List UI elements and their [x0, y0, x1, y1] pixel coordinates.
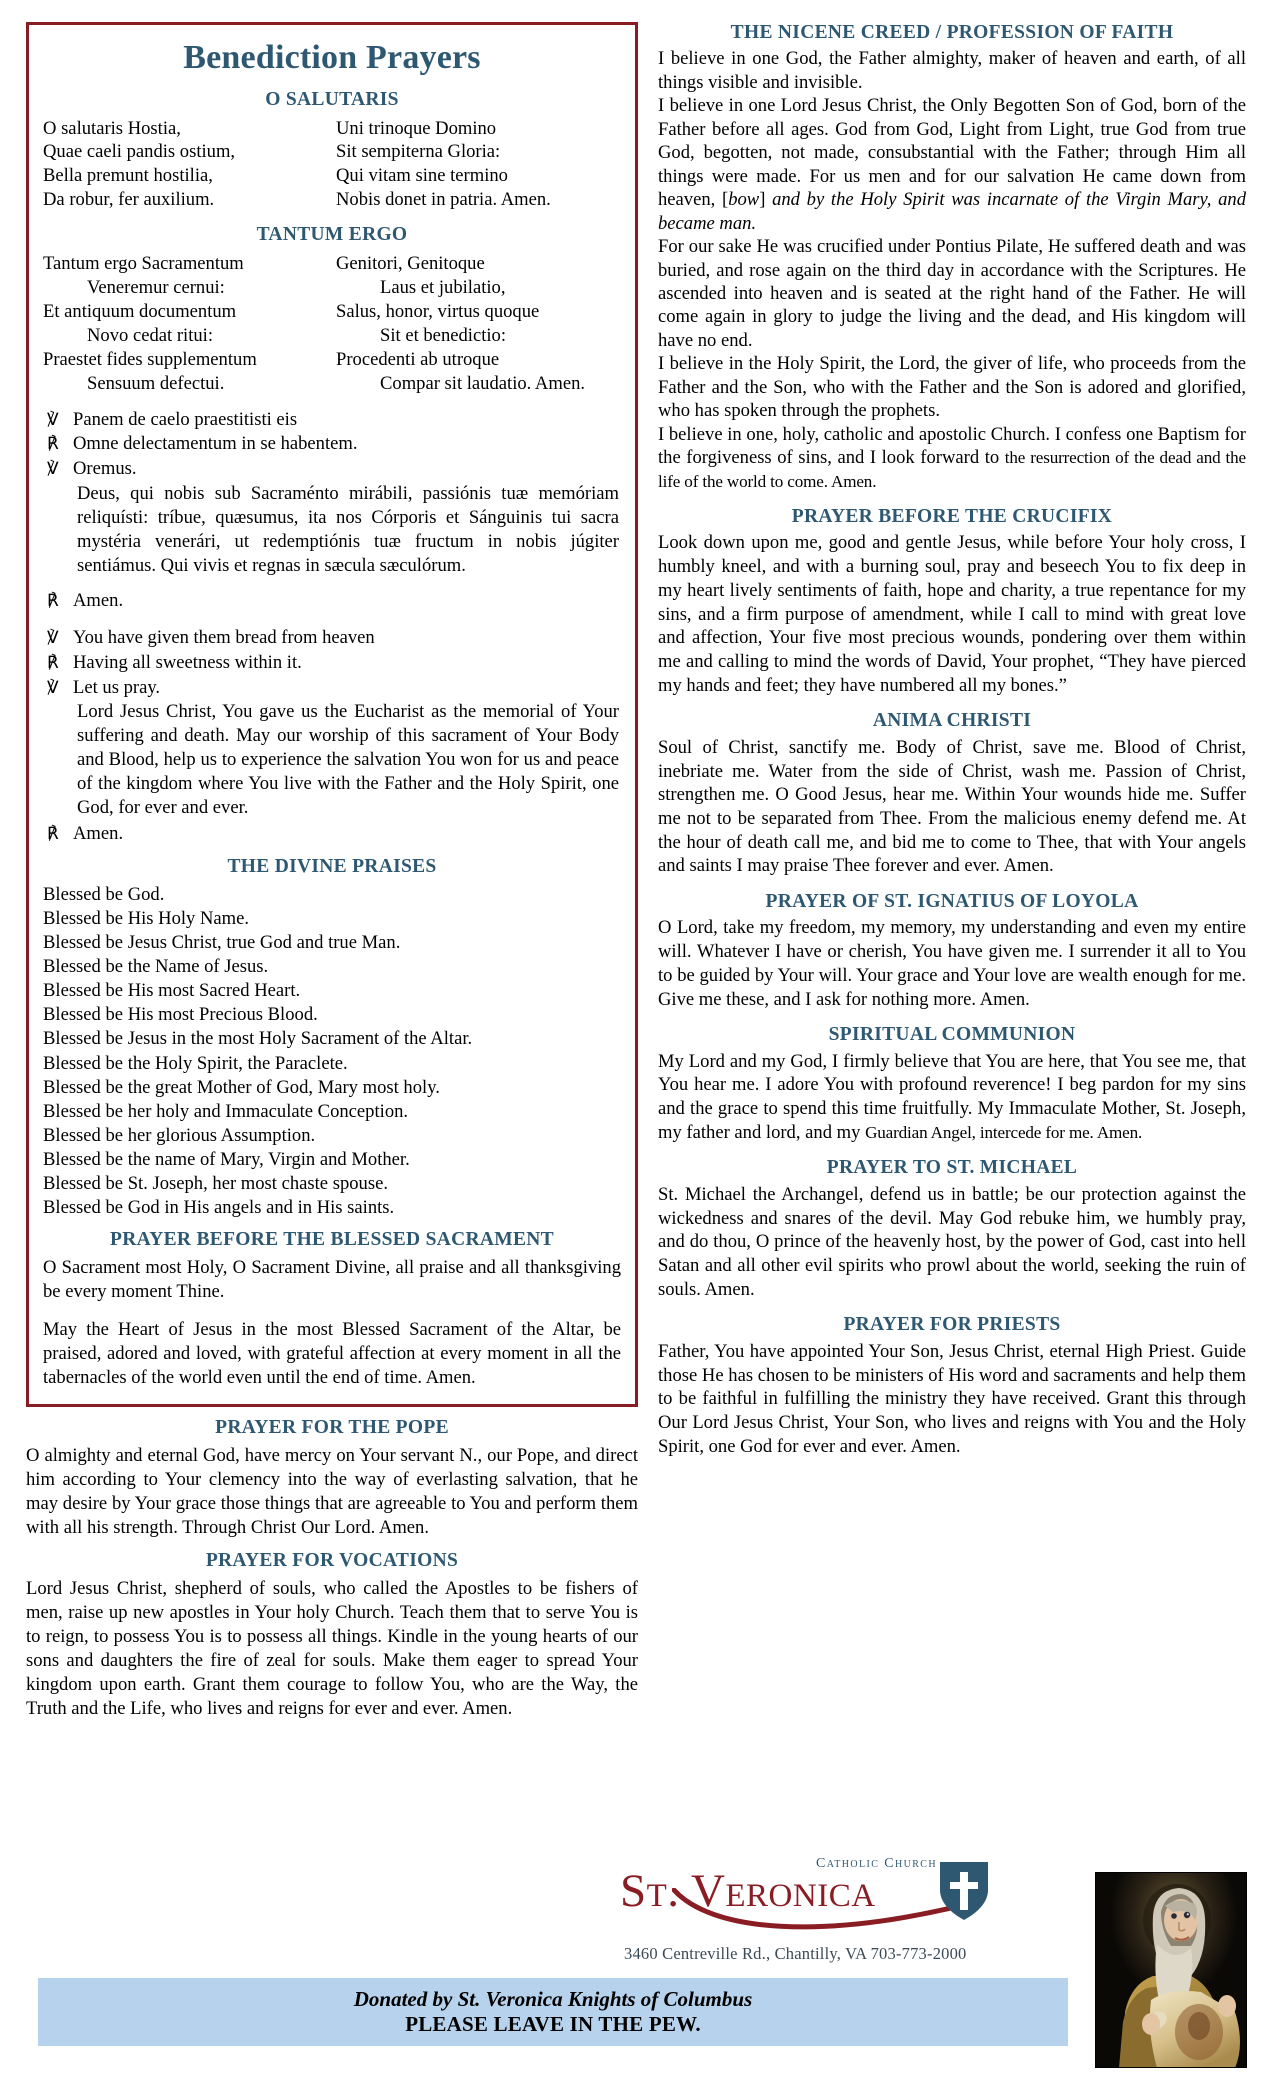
prayer-for-pope-text: O almighty and eternal God, have mercy on Your servant N., our Pope, and direct him according to Your clemency into the way of everlasting salvation, that he may desire by Your grace those things that are agreeable to You and perform them with all his strength. Through Christ Our Lord. Amen.	[26, 1445, 638, 1539]
versicle-line	[43, 676, 621, 701]
two-column-layout	[26, 22, 1249, 1721]
benediction-framed-box	[26, 22, 638, 1407]
response-icon: ℟	[47, 823, 59, 843]
hymn-line: Sit et benedictio:	[380, 324, 506, 346]
hymn-line: Salus, honor, virtus quoque	[336, 300, 540, 322]
banner-leave-in-pew: PLEASE LEAVE IN THE PEW.	[405, 2012, 701, 2036]
creed-bow-rubric: bow	[728, 189, 760, 211]
creed-para-2-bracket: ]	[759, 189, 773, 211]
creed-para-3: For our sake He was crucified under Pontius Pilate, He suffered death and was buried, and rose again on the third day in accordance with the Scriptures. He ascended into heaven and is seated at the right hand of the Father. He will come again in glory to judge the living and the dead, and His kingdom will have no end.	[658, 236, 1246, 351]
banner-donated-by: Donated by St. Veronica Knights of Columbus	[353, 1987, 753, 2012]
list-item: Blessed be Jesus Christ, true God and true Man.	[43, 932, 401, 954]
response-icon: ℟	[47, 434, 59, 454]
list-item: Blessed be St. Joseph, her most chaste spouse.	[43, 1172, 388, 1194]
versicle-icon: ℣	[47, 677, 59, 697]
shield-cross-icon	[938, 1860, 990, 1922]
response-line-amen	[43, 822, 621, 847]
spacer	[43, 614, 621, 626]
spiritual-communion-text	[658, 1050, 1246, 1145]
hymn-line: Genitori, Genitoque	[336, 252, 485, 274]
versicle-text: Panem de caelo praestitisti eis	[73, 408, 298, 430]
heading-prayer-for-pope: PRAYER FOR THE POPE	[215, 1416, 449, 1438]
versicle-line	[43, 457, 621, 482]
creed-para-2	[658, 94, 1246, 235]
heading-nicene-creed: THE NICENE CREED / PROFESSION OF FAITH	[730, 22, 1174, 43]
right-column	[646, 22, 1246, 1458]
response-line-amen	[43, 589, 621, 614]
list-item: Blessed be the Holy Spirit, the Paraclete.	[43, 1052, 348, 1074]
list-item: Blessed be the great Mother of God, Mary most holy.	[43, 1076, 440, 1098]
hymn-line: Laus et jubilatio,	[380, 276, 506, 298]
hymn-line: Tantum ergo Sacramentum	[43, 252, 244, 274]
heading-prayer-for-priests: PRAYER FOR PRIESTS	[843, 1314, 1061, 1336]
hymn-line: Novo cedat ritui:	[87, 324, 213, 346]
spiritual-communion-lead: My Lord and my God, I firmly believe that You are here, that You see me, that You hear me. I adore You with profound reverence! I beg pardon for my sins and the grace to spend this time fruitfully. My Immaculate Mother, St. Joseph, my father and lord, and my	[658, 1050, 1246, 1143]
logo-catholic-church-text: Catholic Church	[816, 1856, 937, 1871]
spacer	[43, 577, 621, 589]
versicle-text: You have given them bread from heaven	[73, 627, 375, 649]
heading-prayer-before-crucifix: PRAYER BEFORE THE CRUCIFIX	[791, 506, 1113, 528]
anima-christi-text: Soul of Christ, sanctify me. Body of Christ, save me. Blood of Christ, inebriate me. Water from the side of Christ, wash me. Passion of Christ, strengthen me. O Good Jesus, hear me. Within Your wounds hide me. Suffer me not to be separated from Thee. From the malicious enemy defend me. At the hour of death call me, and bid me to come to Thee, that with Your angels and saints I may praise Thee forever and ever. Amen.	[658, 736, 1246, 877]
parish-logo	[620, 1852, 1080, 1982]
versicle-icon: ℣	[47, 409, 59, 429]
versicle-line	[43, 626, 621, 651]
heading-spiritual-communion: SPIRITUAL COMMUNION	[828, 1024, 1076, 1046]
prayer-for-priests-text: Father, You have appointed Your Son, Jesus Christ, eternal High Priest. Guide those He has chosen to be ministers of His word and sacraments and help them to be faithful in fulfilling the ministry they have received. Grant this through Our Lord Jesus Christ, Your Son, who lives and reigns with You and the Holy Spirit, one God for ever and ever. Amen.	[658, 1340, 1246, 1457]
versicle-text: Oremus.	[73, 458, 137, 480]
divine-praises-list	[43, 883, 621, 1220]
page-title: Benediction Prayers	[183, 39, 481, 76]
heading-prayer-for-vocations: PRAYER FOR VOCATIONS	[205, 1549, 459, 1571]
heading-anima-christi: ANIMA CHRISTI	[872, 710, 1032, 732]
response-line	[43, 651, 621, 676]
parish-address: 3460 Centreville Rd., Chantilly, VA 703-773-2000	[624, 1944, 967, 1963]
left-column-unframed	[26, 1417, 638, 1721]
st-michael-text: St. Michael the Archangel, defend us in battle; be our protection against the wickedness and snares of the devil. May God rebuke him, we humbly pray, and do thou, O prince of the heavenly host, by the power of God, cast into hell Satan and all other evil spirits who prowl about the world, seeking the ruin of souls. Amen.	[658, 1183, 1246, 1300]
hymn-column-left	[43, 252, 328, 396]
hymn-line: Bella premunt hostilia,	[43, 165, 213, 187]
hymn-line: Da robur, fer auxilium.	[43, 189, 215, 211]
creed-incarnation-italic: and by the Holy Spirit was incarnate of the Virgin Mary, and became man.	[658, 189, 1246, 234]
prayer-before-crucifix-text: Look down upon me, good and gentle Jesus, while before Your holy cross, I humbly kneel, and with a burning soul, pray and beseech You to fix deep in my heart lively sentiments of faith, hope and charity, a true repentance for my sins, and a firm purpose of amendment, while I call to mind with great love and affection, Your five most precious wounds, pondering over them within me and calling to mind the words of David, Your prophet, “They have pierced my hands and feet; they have numbered all my bones.”	[658, 532, 1246, 696]
list-item: Blessed be the name of Mary, Virgin and Mother.	[43, 1148, 410, 1170]
hymn-line: Sit sempiterna Gloria:	[336, 141, 501, 163]
hymn-line: Praestet fides supplementum	[43, 348, 257, 370]
list-item: Blessed be His most Precious Blood.	[43, 1004, 318, 1026]
response-icon: ℟	[47, 652, 59, 672]
english-collect-prayer: Lord Jesus Christ, You gave us the Eucharist as the memorial of Your suffering and death. May our worship of this sacrament of Your Body and Blood, help us to experience the salvation You won for us and peace of the kingdom where You live with the Father and the Holy Spirit, one God, for ever and ever.	[77, 701, 619, 818]
logo-row	[620, 1852, 1080, 1938]
list-item: Blessed be God in His angels and in His saints.	[43, 1196, 395, 1218]
spiritual-communion-tail: Guardian Angel, intercede for me. Amen.	[865, 1122, 1143, 1142]
hymn-line: Nobis donet in patria. Amen.	[336, 189, 551, 211]
hymn-column-right	[328, 252, 621, 396]
response-line	[43, 432, 621, 457]
hymn-line: Uni trinoque Domino	[336, 117, 497, 139]
st-ignatius-text: O Lord, take my freedom, my memory, my understanding and even my entire will. Whatever I have or cherish, You have given me. I surrender it all to You to be guided by Your will. Your grace and Your love are wealth enough for me. Give me these, and I ask for nothing more. Amen.	[658, 917, 1246, 1010]
hymn-column-left	[43, 117, 328, 213]
hymn-tantum-ergo	[43, 252, 621, 396]
heading-o-salutaris: O SALUTARIS	[265, 89, 399, 111]
hymn-line: Qui vitam sine termino	[336, 165, 508, 187]
painting-artwork	[1095, 1872, 1247, 2068]
list-item: Blessed be Jesus in the most Holy Sacrament of the Altar.	[43, 1028, 473, 1050]
list-item: Blessed be her glorious Assumption.	[43, 1124, 316, 1146]
hymn-line: Quae caeli pandis ostium,	[43, 141, 236, 163]
hymn-o-salutaris	[43, 117, 621, 213]
response-text: Having all sweetness within it.	[73, 651, 302, 673]
heading-st-michael: PRAYER TO ST. MICHAEL	[826, 1157, 1078, 1179]
response-text: Omne delectamentum in se habentem.	[73, 433, 358, 455]
heading-divine-praises: THE DIVINE PRAISES	[227, 855, 437, 877]
creed-para-5	[658, 423, 1246, 493]
creed-para-5-tail: the resurrection of the dead and the life of the world to come. Amen.	[658, 448, 1246, 491]
st-veronica-painting	[1095, 1872, 1247, 2068]
heading-st-ignatius: PRAYER OF ST. IGNATIUS OF LOYOLA	[765, 891, 1139, 913]
creed-para-4: I believe in the Holy Spirit, the Lord, the giver of life, who proceeds from the Father and the Son, who with the Father and the Son is adored and glorified, who has spoken through the prophets.	[658, 353, 1246, 422]
heading-tantum-ergo: TANTUM ERGO	[256, 224, 408, 246]
logo-parish-name: St. Veronica	[620, 1865, 876, 1917]
hymn-line: Compar sit laudatio. Amen.	[380, 372, 586, 394]
creed-para-5-lead: I believe in one, holy, catholic and apostolic Church. I confess one Baptism for the forgiveness of sins, and I look forward to	[658, 423, 1246, 469]
response-icon: ℟	[47, 591, 59, 611]
versicle-line	[43, 408, 621, 433]
list-item: Blessed be God.	[43, 883, 165, 905]
heading-before-blessed-sacrament: PRAYER BEFORE THE BLESSED SACRAMENT	[110, 1229, 554, 1251]
list-item: Blessed be His most Sacred Heart.	[43, 980, 301, 1002]
spacer	[43, 396, 621, 408]
hymn-column-right	[328, 117, 621, 213]
before-blessed-sacrament-para-1: O Sacrament most Holy, O Sacrament Divine, all praise and all thanksgiving be every moment Thine.	[43, 1257, 621, 1303]
versicle-text: Let us pray.	[73, 676, 161, 698]
creed-para-1: I believe in one God, the Father almighty, maker of heaven and earth, of all things visible and invisible.	[658, 48, 1246, 93]
response-text: Amen.	[73, 822, 124, 844]
hymn-line: Veneremur cernui:	[87, 276, 225, 298]
hymn-line: Et antiquum documentum	[43, 300, 237, 322]
before-blessed-sacrament-para-2: May the Heart of Jesus in the most Blessed Sacrament of the Altar, be praised, adored and loved, with grateful affection at every moment in all the tabernacles of the world even until the end of time. Amen.	[43, 1319, 621, 1389]
donation-banner	[38, 1978, 1068, 2046]
latin-collect-prayer: Deus, qui nobis sub Sacraménto mirábili, passiónis tuæ memóriam reliquísti: tríbue, quæsumus, ita nos Córporis et Sánguinis tui sacra mystéria venerári, ut redemptiónis tuæ fructum in nobis júgiter sentiámus. Qui vivis et regnas in sæcula sæculórum.	[77, 482, 619, 576]
creed-para-2-lead: I believe in one Lord Jesus Christ, the Only Begotten Son of God, born of the Father before all ages. God from God, Light from Light, true God from true God, begotten, not made, consubstantial with the Father; through Him all things were made. For us men and for our salvation He came down from heaven, [	[658, 95, 1246, 211]
prayer-for-vocations-text: Lord Jesus Christ, shepherd of souls, who called the Apostles to be fishers of men, raise up new apostles in Your holy Church. Teach them that to serve You is to reign, to possess You is to possess all things. Kindle in the young hearts of our sons and daughters the fire of zeal for souls. Make them eager to spread Your kingdom upon earth. Grant them courage to follow You, who are the Way, the Truth and the Life, who lives and reigns for ever and ever. Amen.	[26, 1578, 638, 1719]
hymn-line: Sensuum defectui.	[87, 372, 225, 394]
versicle-icon: ℣	[47, 628, 59, 648]
response-text: Amen.	[73, 590, 124, 612]
versicle-icon: ℣	[47, 459, 59, 479]
list-item: Blessed be her holy and Immaculate Conception.	[43, 1100, 409, 1122]
list-item: Blessed be the Name of Jesus.	[43, 956, 269, 978]
left-column	[26, 22, 646, 1721]
hymn-line: Procedenti ab utroque	[336, 348, 500, 370]
list-item: Blessed be His Holy Name.	[43, 908, 250, 930]
hymn-line: O salutaris Hostia,	[43, 117, 181, 139]
